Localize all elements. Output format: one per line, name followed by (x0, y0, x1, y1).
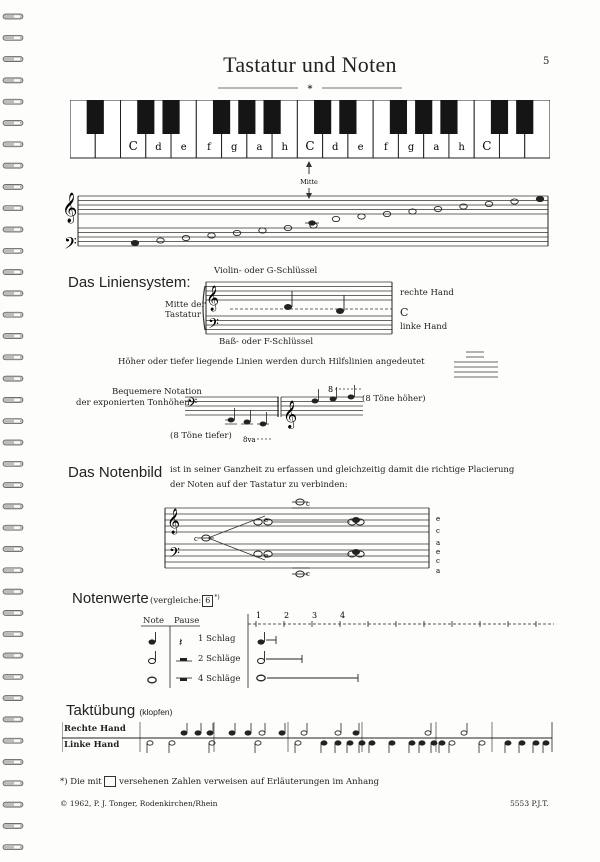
ledger-note-text: Höher oder tiefer liegende Linien werden durch Hilfslinien angedeutet (118, 357, 425, 367)
black-key (213, 100, 230, 134)
scale-note (332, 216, 339, 221)
notenwerte-table (140, 608, 560, 690)
quarter-rest-icon: 𝄽 (179, 636, 183, 649)
scale-note (182, 235, 189, 240)
note-label: c (436, 557, 440, 565)
notenbild-staff (160, 496, 460, 582)
middle-left-2: Tastatur (165, 310, 201, 320)
grand-staff-scale (60, 190, 550, 260)
treble-clef-icon: 𝄞 (283, 400, 298, 428)
bass-clef-label: Baß- oder F-Schlüssel (219, 337, 314, 347)
scale-note (536, 196, 543, 201)
scale-note (358, 214, 365, 219)
black-key (238, 100, 255, 134)
black-key (162, 100, 179, 134)
title-ornament (218, 82, 402, 94)
right-hand-row-label: Rechte Hand (64, 724, 126, 734)
col-note-header: Note (143, 616, 165, 626)
key-label: d (332, 142, 339, 153)
right-hand-label: rechte Hand (400, 288, 454, 298)
black-key (264, 100, 281, 134)
notenbild-heading: Das Notenbild (68, 464, 163, 481)
scale-note (511, 199, 518, 204)
black-key (440, 100, 457, 134)
scale-note (233, 230, 240, 235)
copyright: © 1962, P. J. Tonger, Rodenkirchen/Rhein (60, 799, 218, 808)
page-number: 5 (543, 56, 550, 67)
octave-note (348, 395, 355, 400)
key-label: h (458, 142, 465, 153)
black-key (137, 100, 154, 134)
key-label: C (482, 139, 492, 153)
scale-note (485, 201, 492, 206)
reference-box: 6 (202, 595, 213, 607)
note-label: a (436, 567, 441, 575)
violin-clef-label: Violin- oder G-Schlüssel (214, 266, 318, 276)
key-label: f (383, 142, 388, 153)
page-title: Tastatur und Noten (223, 52, 397, 77)
note-label: c (436, 527, 440, 535)
key-label: C (305, 139, 315, 153)
scale-note (131, 240, 138, 245)
bass-clef-icon: 𝄢 (187, 395, 198, 414)
spiral-binding (0, 0, 26, 862)
catalog-code: 5553 P.J.T. (510, 799, 549, 808)
black-key (339, 100, 356, 134)
bass-clef-icon: 𝄢 (64, 233, 77, 257)
treble-clef-icon: 𝄞 (62, 193, 78, 223)
octave-note (330, 397, 337, 402)
key-label: C (128, 139, 138, 153)
notenwerte-compare: (vergleiche: 6 *) (150, 594, 220, 606)
key-label: g (231, 142, 238, 153)
bass-clef-icon: 𝄢 (169, 545, 180, 565)
octave-up-text: (8 Töne höher) (362, 394, 426, 404)
notation-text-1: Bequemere Notation (112, 387, 202, 397)
middle-label: Mitte (300, 178, 318, 186)
left-hand-label: linke Hand (400, 322, 448, 332)
key-label: e (180, 142, 187, 153)
octave-down-mark: 8va (243, 436, 256, 444)
piano-keyboard (70, 100, 550, 160)
left-hand-row-label: Linke Hand (64, 740, 120, 750)
note-label: e (264, 516, 269, 524)
black-key (87, 100, 104, 134)
notenbild-text-1: ist in seiner Ganzheit zu erfassen und gleichzeitig damit die richtige Placierung (170, 465, 515, 475)
black-key (390, 100, 407, 134)
key-label: e (357, 142, 364, 153)
key-label: a (256, 142, 263, 153)
key-label: d (155, 142, 162, 153)
octave-up-mark: 8 (328, 385, 334, 394)
liniensystem-staff (200, 280, 396, 338)
taktuebung-rhythm (62, 716, 560, 756)
notenwerte-heading: Notenwerte (72, 590, 149, 607)
footnote: *) Die mit versehenen Zahlen verweisen auf Erläuterungen im Anhang (60, 777, 380, 787)
black-key (415, 100, 432, 134)
octave-notation (185, 380, 365, 444)
note-label: c (306, 500, 310, 508)
note-label: e (264, 552, 269, 560)
ledger-lines-example (452, 350, 500, 380)
count-label: 2 (284, 611, 290, 620)
note-label: c (306, 570, 310, 578)
col-pause-header: Pause (174, 616, 200, 626)
black-key (314, 100, 331, 134)
key-label: a (433, 142, 440, 153)
note-label: a (436, 539, 441, 547)
note-label: e (436, 515, 441, 523)
middle-left-1: Mitte der (165, 300, 206, 310)
key-label: g (407, 142, 415, 153)
count-label: 1 (256, 611, 262, 620)
count-label: 4 (340, 611, 346, 620)
count-label: 3 (312, 611, 318, 620)
liniensystem-heading: Das Liniensystem: (68, 274, 191, 291)
bass-clef-icon: 𝄢 (208, 316, 219, 336)
center-c-label: C (400, 306, 409, 319)
row-2-label: 2 Schläge (198, 654, 241, 664)
notenbild-text-2: der Noten auf der Tastatur zu verbinden: (170, 480, 348, 490)
octave-note (312, 399, 319, 404)
footnote-box (104, 776, 116, 787)
row-4-label: 4 Schläge (198, 674, 241, 684)
key-label: f (207, 142, 211, 153)
black-key (516, 100, 533, 134)
taktuebung-heading: Taktübung (klopfen) (66, 702, 173, 719)
note-label: c (194, 535, 198, 543)
note-label: e (436, 548, 441, 556)
row-1-label: 1 Schlag (198, 634, 236, 644)
key-label: h (281, 142, 288, 153)
treble-clef-icon: 𝄞 (167, 509, 181, 534)
scale-note (157, 238, 164, 243)
treble-clef-icon: 𝄞 (206, 286, 220, 311)
octave-down-text: (8 Töne tiefer) (170, 431, 232, 441)
notation-text-2: der exponierten Tonhöhen: (76, 398, 193, 408)
scale-note (434, 206, 441, 211)
ornament-star: * (307, 84, 313, 94)
black-key (491, 100, 508, 134)
